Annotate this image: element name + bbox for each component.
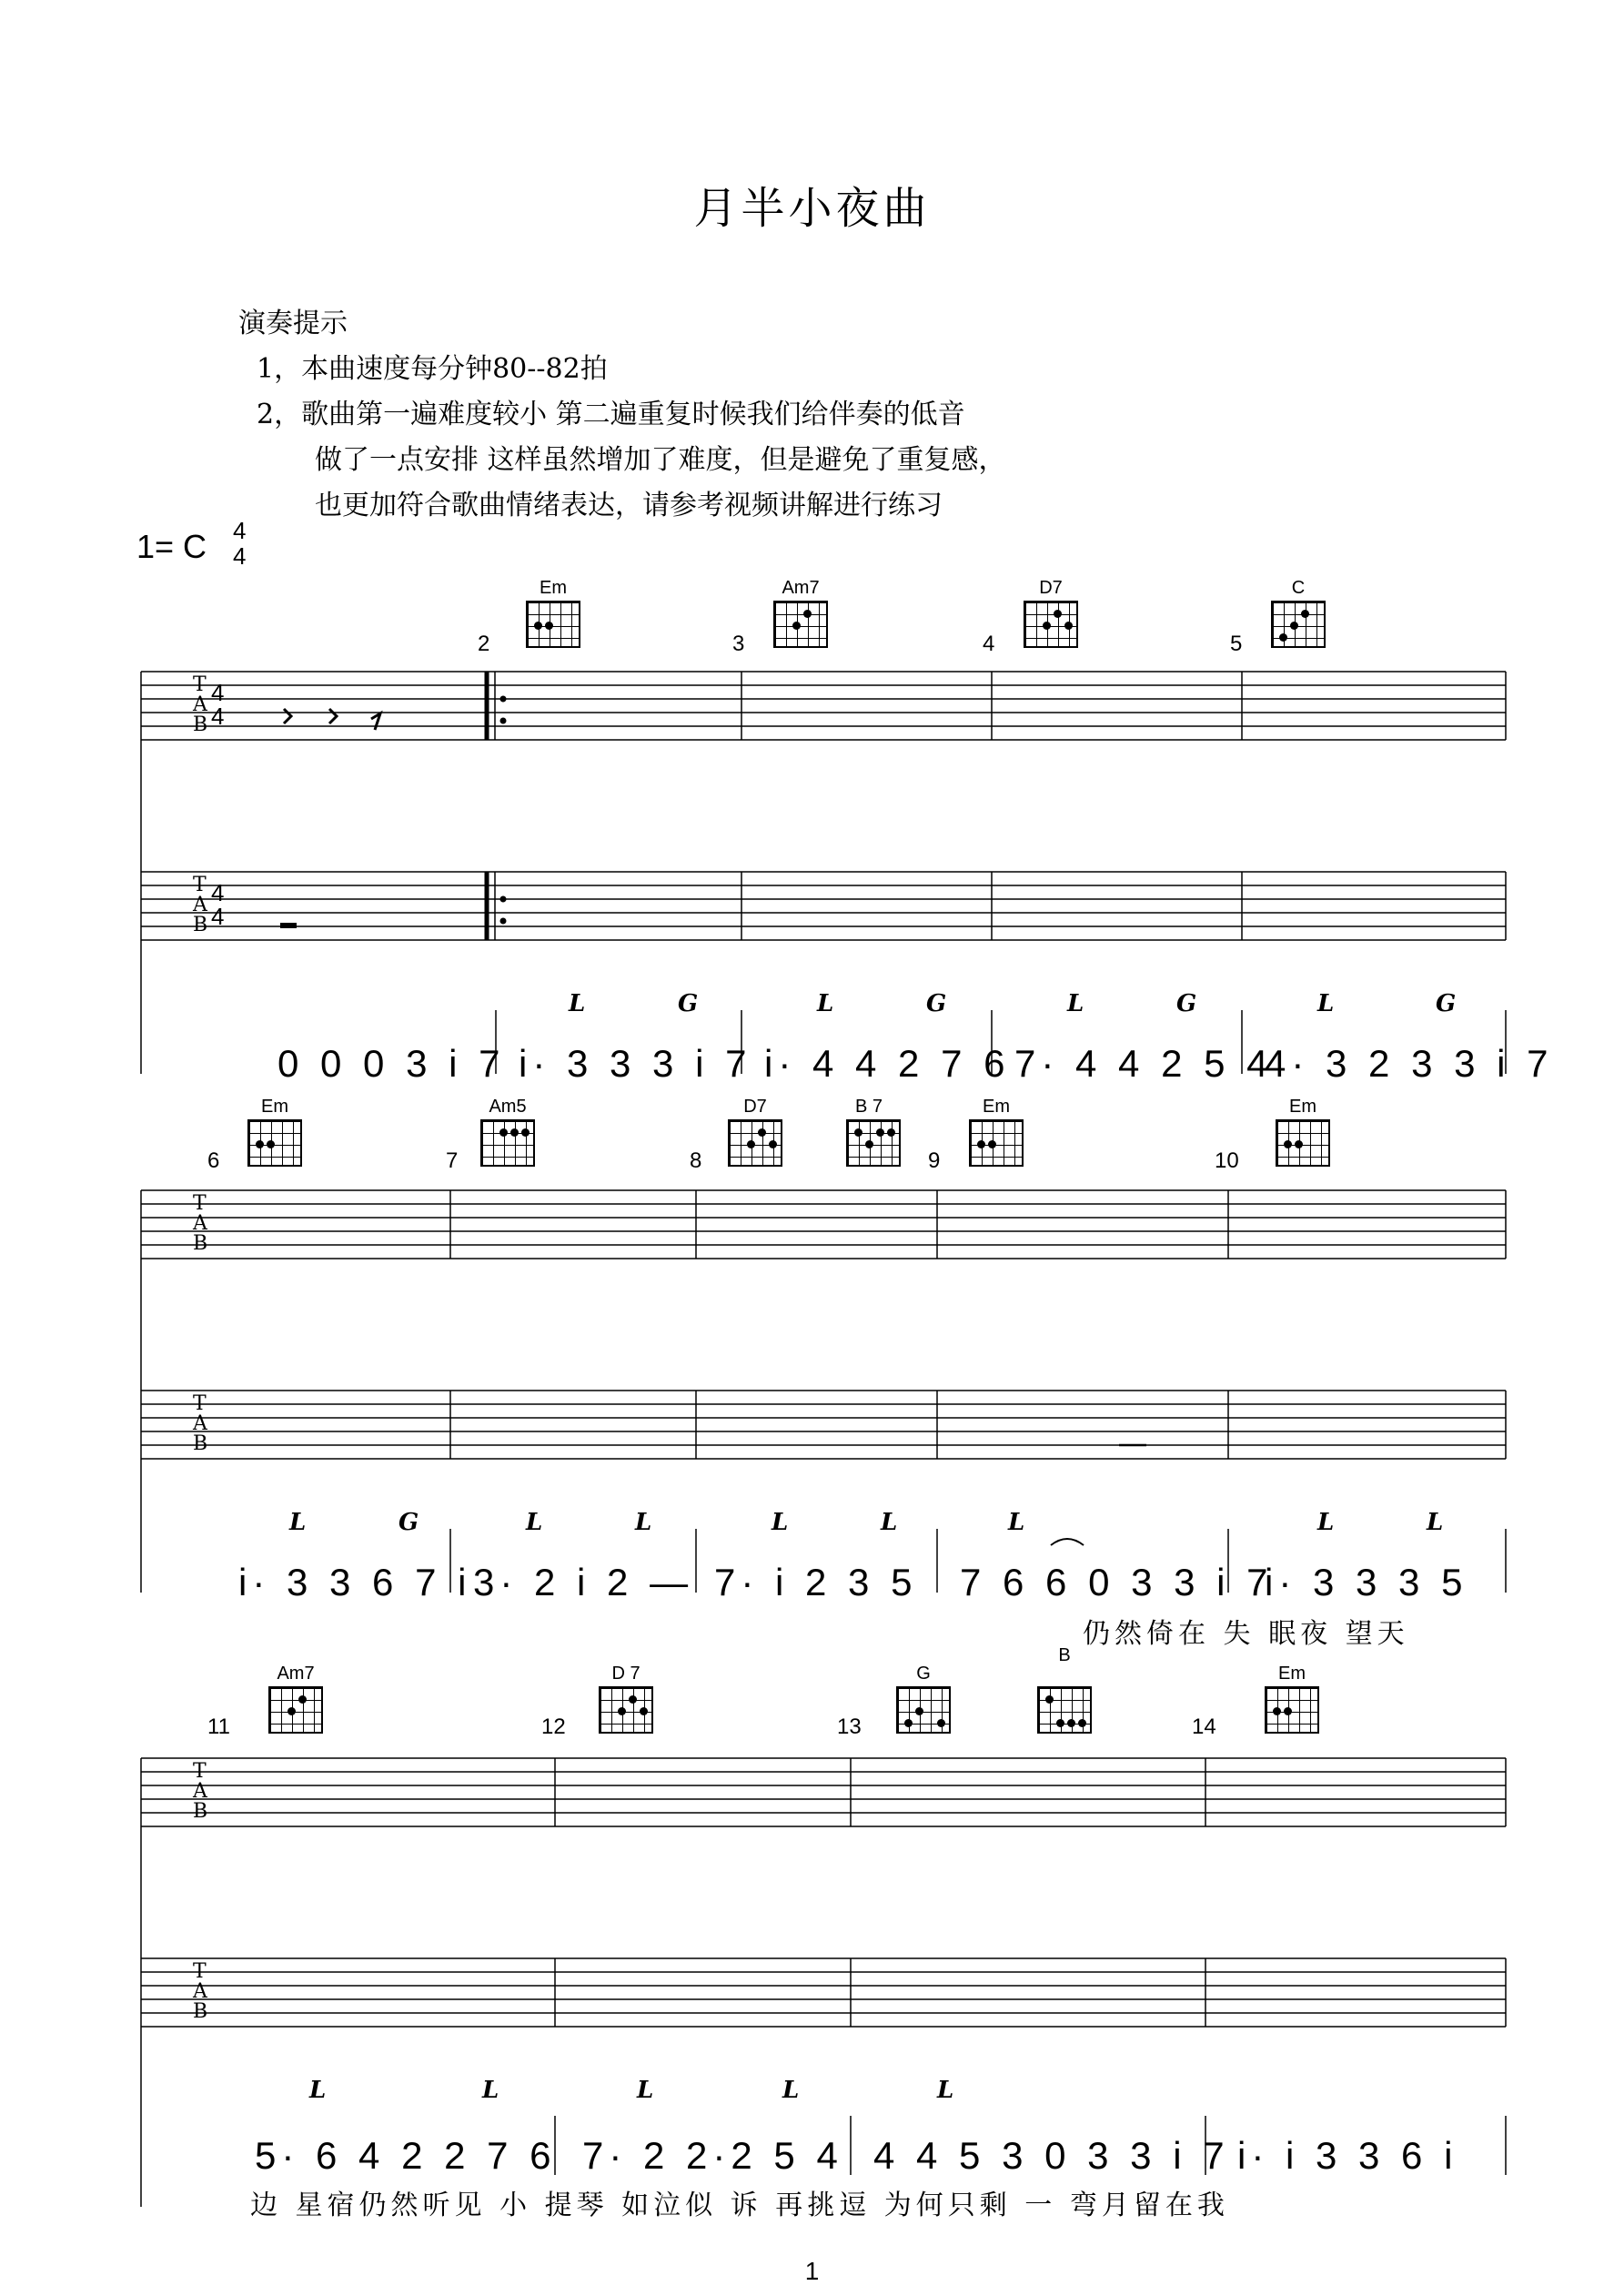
measure-number: 13 [837, 1714, 862, 1739]
chord-diagram [599, 1686, 653, 1734]
tab-clef-a: A [193, 1780, 207, 1803]
chord-name: Em [1289, 1097, 1316, 1117]
bass-mark: L [526, 1509, 543, 1536]
lyrics-line: 边 星宿仍然听见 小 提琴 如泣似 诉 再挑逗 为何只剩 一 弯月留在我 [250, 2190, 1229, 2221]
measure-number: 8 [690, 1148, 702, 1173]
bass-mark: L [1317, 1509, 1335, 1536]
jianpu-measure: 3· 2 i 2 — [473, 1561, 694, 1603]
tab-timesig-bottom: 4 [211, 703, 225, 730]
measure-number: 5 [1230, 632, 1243, 656]
measure-number: 10 [1215, 1148, 1239, 1173]
chord-diagram [268, 1686, 323, 1734]
measure-number: 3 [732, 632, 745, 656]
bass-mark: L [782, 2077, 800, 2104]
tab-clef-b: B [193, 1232, 208, 1255]
bass-mark: L [289, 1509, 307, 1536]
song-title: 月半小夜曲 [693, 183, 931, 234]
tab-clef-b: B [193, 2000, 208, 2023]
jianpu-measure: 5· 6 4 2 2 7 6 [255, 2134, 557, 2177]
chord-name: C [1291, 578, 1306, 598]
bass-mark: L [569, 990, 586, 1017]
chord-name: G [916, 1664, 931, 1684]
jianpu-measure: 4· 3 2 3 3 i 7 [1265, 1042, 1554, 1085]
bass-mark: L [1317, 990, 1335, 1017]
tab-timesig-bottom: 4 [211, 903, 225, 930]
tab-clef-a: A [193, 1412, 207, 1435]
measure-number: 2 [478, 632, 490, 656]
time-sig-top: 4 [233, 517, 247, 544]
tab-timesig-top: 4 [211, 879, 225, 906]
bass-mark: L [937, 2077, 954, 2104]
jianpu-measure: 4 4 5 3 0 3 3 i 7 [873, 2134, 1230, 2177]
time-sig-bottom: 4 [233, 542, 247, 570]
chord-name: Em [1278, 1664, 1306, 1684]
measure-number: 4 [983, 632, 995, 656]
measure-number: 11 [207, 1714, 230, 1739]
bass-mark: L [637, 2077, 654, 2104]
chord-name: D7 [743, 1097, 767, 1117]
jianpu-measure: 7· 2 2·2 5 4 [582, 2134, 843, 2177]
bass-mark: G [1176, 990, 1197, 1017]
tab-clef-t: T [193, 1760, 207, 1783]
tip-line-1: 1，本曲速度每分钟80--82拍 [257, 353, 608, 385]
tab-clef-a: A [193, 1980, 207, 2003]
bass-mark: L [482, 2077, 499, 2104]
chord-diagram [896, 1686, 951, 1734]
bass-mark: G [398, 1509, 419, 1536]
bass-mark: L [1427, 1509, 1444, 1536]
tip-line-4: 也更加符合歌曲情绪表达，请参考视频讲解进行练习 [315, 490, 943, 521]
tip-line-3: 做了一点安排 这样虽然增加了难度，但是避免了重复感， [315, 444, 1006, 476]
tab-clef-b: B [193, 713, 208, 736]
tab-clef-t: T [193, 1392, 207, 1415]
jianpu-measure: i· i 3 3 6 i [1237, 2134, 1458, 2177]
measure-number: 14 [1192, 1714, 1216, 1739]
tab-clef-a: A [193, 894, 207, 916]
jianpu-measure: 0 0 0 3 i 7 [277, 1042, 506, 1085]
chord-name: B [1058, 1645, 1071, 1665]
jianpu-measure: 7 6 6 0 3 3 i 7 [960, 1561, 1274, 1603]
bass-mark: L [1067, 990, 1084, 1017]
lyrics-line: 仍然倚在 失 眠夜 望天 [1083, 1618, 1409, 1650]
tip-line-2: 2，歌曲第一遍难度较小 第二遍重复时候我们给伴奏的低音 [257, 399, 965, 430]
jianpu-measure: 7· 4 4 2 5 4 [1014, 1042, 1274, 1085]
tab-clef-a: A [193, 693, 207, 716]
tab-clef-a: A [193, 1212, 207, 1235]
key-signature: 1= C [136, 528, 207, 565]
bass-mark: L [1008, 1509, 1025, 1536]
chord-name: Am5 [489, 1097, 527, 1117]
tips-heading: 演奏提示 [238, 308, 348, 339]
jianpu-measure: i· 3 3 6 7 i [238, 1561, 472, 1603]
jianpu-measure: i· 4 4 2 7 6 [764, 1042, 1011, 1085]
bass-mark: G [926, 990, 947, 1017]
tab-clef-t: T [193, 673, 207, 696]
tab-timesig-top: 4 [211, 679, 225, 706]
bass-mark: L [635, 1509, 652, 1536]
jianpu-measure: i· 3 3 3 5 [1265, 1561, 1468, 1603]
chord-name: D 7 [611, 1664, 641, 1684]
chord-name: Am7 [782, 578, 820, 598]
measure-number: 6 [207, 1148, 220, 1173]
tab-clef-b: B [193, 1432, 208, 1455]
chord-name: Em [261, 1097, 288, 1117]
chord-name: Am7 [277, 1664, 315, 1684]
tab-clef-t: T [193, 1960, 207, 1983]
tab-clef-t: T [193, 1192, 207, 1215]
chord-name: Em [540, 578, 567, 598]
measure-number: 7 [446, 1148, 459, 1173]
bass-mark: L [772, 1509, 789, 1536]
chord-name: D7 [1039, 578, 1063, 598]
tab-clef-t: T [193, 874, 207, 896]
bass-mark: L [309, 2077, 327, 2104]
bass-mark: G [678, 990, 699, 1017]
chord-name: B 7 [854, 1097, 883, 1117]
measure-number: 12 [541, 1714, 566, 1739]
tab-clef-b: B [193, 914, 208, 936]
chord-diagram [1265, 1686, 1319, 1734]
bass-mark: G [1436, 990, 1457, 1017]
jianpu-measure: 7· i 2 3 5 [714, 1561, 918, 1603]
bass-mark: L [881, 1509, 898, 1536]
jianpu-measure: i· 3 3 3 i 7 [519, 1042, 752, 1085]
bass-mark: L [817, 990, 834, 1017]
tab-clef-b: B [193, 1800, 208, 1823]
measure-number: 9 [928, 1148, 941, 1173]
chord-name: Em [983, 1097, 1010, 1117]
chord-diagram [1037, 1686, 1092, 1734]
page-number: 1 [804, 2257, 820, 2285]
